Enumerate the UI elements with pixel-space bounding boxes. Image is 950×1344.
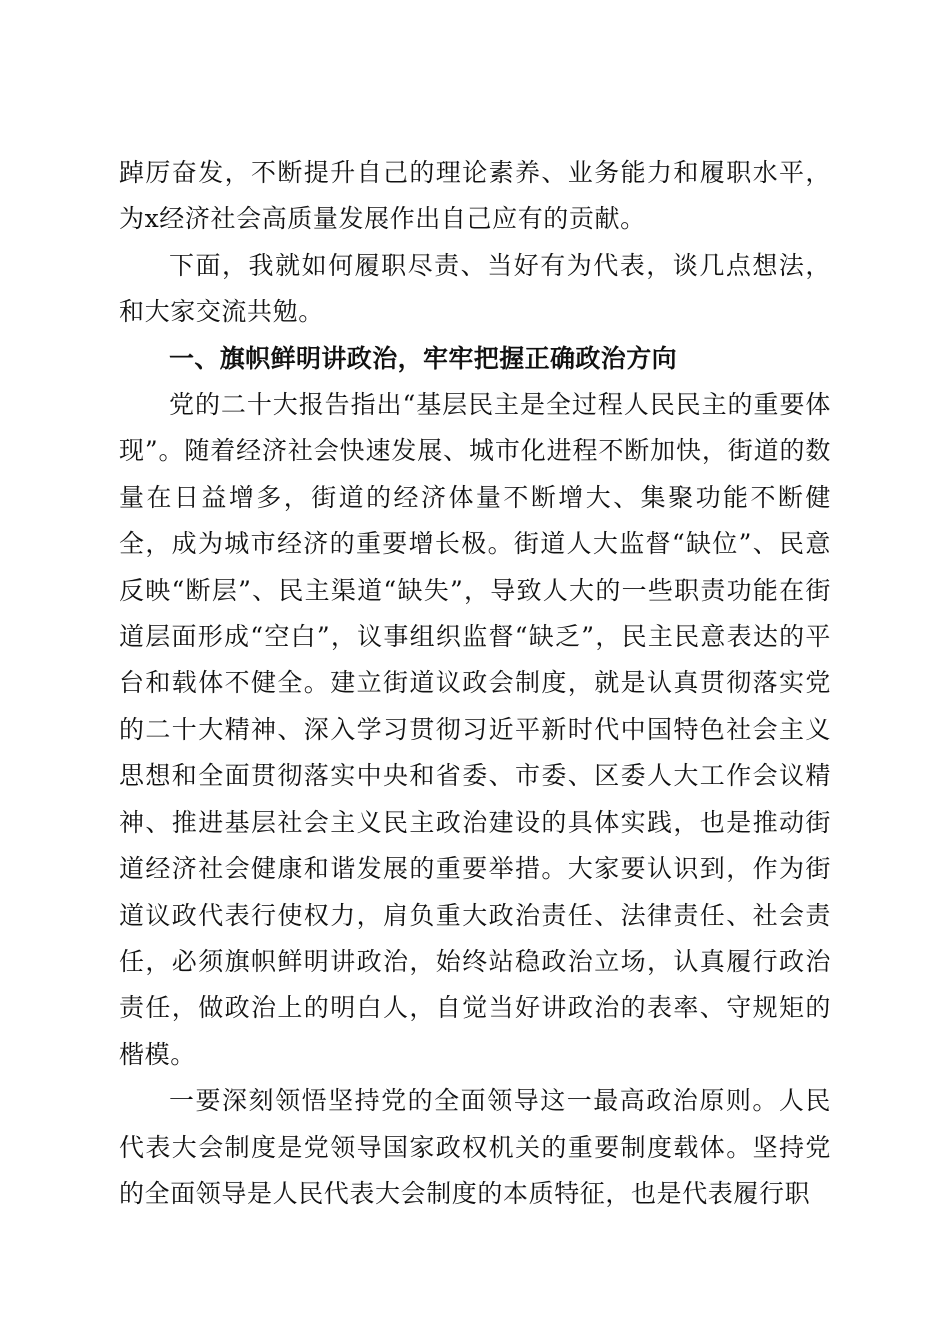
paragraph-intro: 下面，我就如何履职尽责、当好有为代表，谈几点想法，和大家交流共勉。 (119, 250, 831, 327)
paragraph-continuation: 踔厉奋发，不断提升自己的理论素养、业务能力和履职水平，为x经济社会高质量发展作出自己应有的贡献。 (119, 158, 831, 234)
paragraph-point-one: 一要深刻领悟坚持党的全面领导这一最高政治原则。人民代表大会制度是党领导国家政权机关的重要制度载体。坚持党的全面领导是人民代表大会制度的本质特征，也是代表履行职 (119, 1086, 831, 1208)
paragraph-body: 党的二十大报告指出“基层民主是全过程人民民主的重要体现”。随着经济社会快速发展、城市化进程不断加快，街道的数量在日益增多，街道的经济体量不断增大、集聚功能不断健全，成为城市经济的重要增长极。街道人大监督“缺位”、民意反映“断层”、民主渠道“缺失”，导致人大的一些职责功能在街道层面形成“空白”，议事组织监督“缺乏”，民主民意表达的平台和载体不健全。建立街道议政会制度，就是认真贯彻落实党的二十大精神、深入学习贯彻习近平新时代中国特色社会主义思想和全面贯彻落实中央和省委、市委、区委人大工作会议精神、推进基层社会主义民主政治建设的具体实践，也是推动街道经济社会健康和谐发展的重要举措。大家要认识到，作为街道议政代表行使权力，肩负重大政治责任、法律责任、社会责任，必须旗帜鲜明讲政治，始终站稳政治立场，认真履行政治责任，做政治上的明白人，自觉当好讲政治的表率、守规矩的楷模。 (119, 390, 831, 1069)
section-heading: 一、旗帜鲜明讲政治，牢牢把握正确政治方向 (169, 343, 678, 373)
document-body (119, 150, 831, 1217)
